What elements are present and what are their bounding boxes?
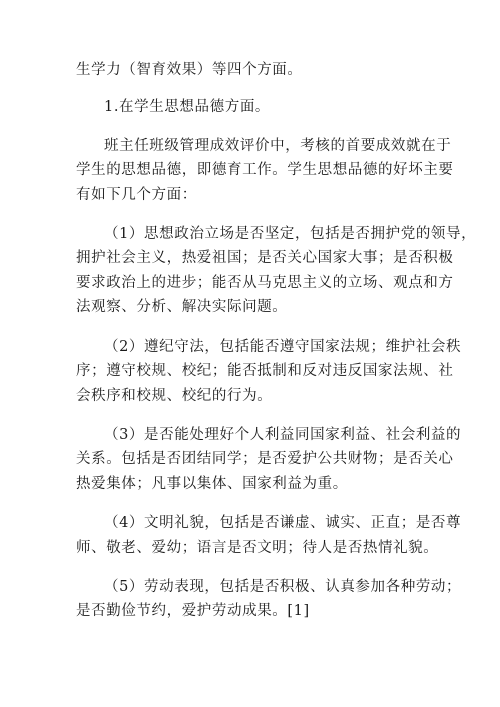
text-line: 生学力（智育效果）等四个方面。 — [76, 62, 303, 78]
text-line: 关系。包括是否团结同学；是否爱护公共财物；是否关心 — [76, 451, 454, 467]
text-line: 班主任班级管理成效评价中，考核的首要成效就在于 — [104, 138, 452, 154]
text-line: （2）遵纪守法，包括能否遵守国家法规；维护社会秩 — [104, 339, 462, 355]
text-line: 师、敬老、爱幼；语言是否文明；待人是否热情礼貌。 — [76, 540, 439, 556]
text-line: 是否勤俭节约，爱护劳动成果。[1] — [76, 603, 310, 619]
text-line: （3）是否能处理好个人利益同国家利益、社会利益的 — [104, 427, 462, 443]
text-line: 学生的思想品德，即德育工作。学生思想品德的好坏主要 — [76, 162, 454, 178]
text-line: （1）思想政治立场是否坚定，包括是否拥护党的领导， — [104, 226, 477, 242]
text-line: （5）劳动表现，包括是否积极、认真参加各种劳动； — [104, 579, 462, 595]
text-line: （4）文明礼貌，包括是否谦虚、诚实、正直；是否尊 — [104, 515, 462, 531]
text-line: 要求政治上的进步；能否从马克思主义的立场、观点和方 — [76, 275, 454, 291]
text-line: 有如下几个方面： — [76, 187, 197, 203]
text-line: 拥护社会主义，热爱祖国；是否关心国家大事；是否积极 — [76, 250, 454, 266]
text-line: 序；遵守校规、校纪；能否抵制和反对违反国家法规、社 — [76, 363, 454, 379]
section-heading: 1.在学生思想品德方面。 — [104, 99, 271, 115]
text-line: 法观察、分析、解决实际问题。 — [76, 299, 288, 315]
text-line: 热爱集体；凡事以集体、国家利益为重。 — [76, 476, 348, 492]
text-line: 会秩序和校规、校纪的行为。 — [76, 388, 273, 404]
